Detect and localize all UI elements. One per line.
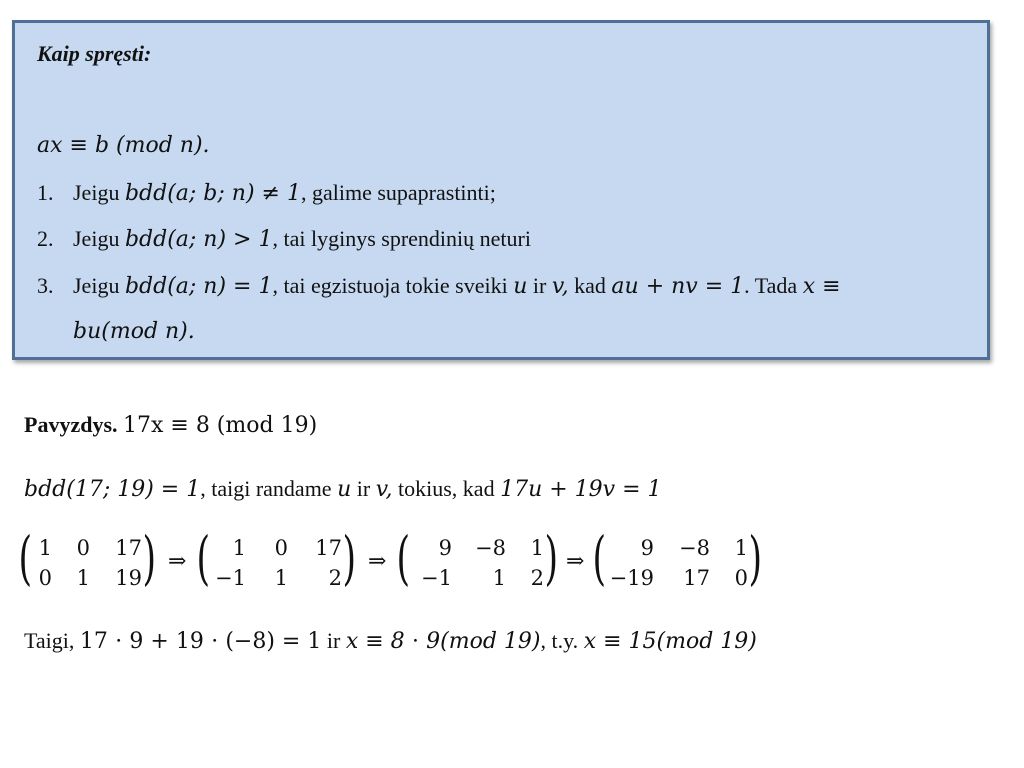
box-title: Kaip spręsti: bbox=[37, 41, 152, 66]
matrix-sequence bbox=[18, 524, 780, 596]
item-2-math: bdd(a; n) > 1 bbox=[124, 227, 273, 252]
arrow-3: ⇒ bbox=[566, 549, 585, 574]
matrix-cell: 9 bbox=[438, 536, 452, 560]
arrow-1: ⇒ bbox=[168, 549, 187, 574]
item-number-3: 3. bbox=[37, 273, 54, 298]
matrix-cell: −1 bbox=[421, 566, 452, 590]
item-number-1: 1. bbox=[37, 180, 54, 205]
method-box bbox=[12, 20, 990, 360]
item-1 bbox=[73, 180, 496, 206]
gcd-line bbox=[24, 476, 662, 502]
matrix-cell: −8 bbox=[475, 536, 506, 560]
gcd-tokius: tokius, kad bbox=[392, 476, 501, 501]
matrix-cell: 17 bbox=[683, 566, 710, 590]
matrix-2: ( 1 0 17 −1 1 2 ) bbox=[196, 524, 357, 592]
matrix-cell: 1 bbox=[38, 536, 52, 560]
gcd-linear: 17u + 19v = 1 bbox=[500, 477, 662, 502]
item-1-text: Jeigu bbox=[73, 180, 125, 205]
matrix-4: ( 9 −8 1 −19 17 0 ) bbox=[592, 524, 763, 592]
conclusion-text-1: Taigi, bbox=[24, 628, 80, 653]
conclusion-math-3: x ≡ 15(mod 19) bbox=[583, 629, 757, 654]
item-2-text-b: , tai lyginys sprendinių neturi bbox=[272, 226, 531, 251]
matrix-cell: 1 bbox=[530, 536, 544, 560]
example-line bbox=[24, 412, 317, 438]
item-2-text: Jeigu bbox=[73, 226, 125, 251]
matrix-cell: 2 bbox=[328, 566, 342, 590]
matrix-cell: −8 bbox=[679, 536, 710, 560]
item-3-math-eq: au + nv = 1 bbox=[611, 274, 745, 299]
conclusion-line bbox=[24, 628, 757, 654]
matrix-3: ( 9 −8 1 −1 1 2 ) bbox=[396, 524, 559, 592]
gcd-u: u bbox=[337, 477, 352, 502]
arrow-2: ⇒ bbox=[368, 549, 387, 574]
matrix-cell: 1 bbox=[232, 536, 246, 560]
matrix-1: ( 1 0 17 0 1 19 ) bbox=[18, 524, 157, 592]
conclusion-math-2: x ≡ 8 ⋅ 9(mod 19) bbox=[345, 629, 541, 654]
matrix-cell: 1 bbox=[492, 566, 506, 590]
conclusion-text-3: , t.y. bbox=[540, 628, 584, 653]
gcd-text: , taigi randame bbox=[200, 476, 338, 501]
matrix-cell: 1 bbox=[76, 566, 90, 590]
item-1-text-b: , galime supaprastinti; bbox=[300, 180, 496, 205]
item-3-text-tada: . Tada bbox=[744, 273, 803, 298]
matrix-cell: 1 bbox=[274, 566, 288, 590]
item-3-math: bdd(a; n) = 1 bbox=[124, 274, 273, 299]
matrix-cell: 17 bbox=[315, 536, 342, 560]
gcd-math: bdd(17; 19) = 1 bbox=[24, 477, 201, 502]
matrix-cell: 0 bbox=[734, 566, 748, 590]
item-3-math-x: x ≡ bbox=[802, 274, 841, 299]
item-2 bbox=[73, 226, 531, 252]
matrix-cell: 0 bbox=[38, 566, 52, 590]
item-3-text-kad: kad bbox=[568, 273, 612, 298]
item-3 bbox=[73, 273, 841, 299]
conclusion-math-1: 17 ⋅ 9 + 19 ⋅ (−8) = 1 bbox=[79, 629, 322, 654]
item-3-text: Jeigu bbox=[73, 273, 125, 298]
item-3-math-v: v, bbox=[551, 274, 569, 299]
matrix-cell: −19 bbox=[609, 566, 654, 590]
matrix-cell: 2 bbox=[530, 566, 544, 590]
item-1-math: bdd(a; b; n) ≠ 1 bbox=[124, 181, 301, 206]
item-3-math-u: u bbox=[513, 274, 528, 299]
gcd-v: v, bbox=[375, 477, 393, 502]
gcd-ir: ir bbox=[351, 476, 376, 501]
matrix-cell: 9 bbox=[640, 536, 654, 560]
conclusion-text-2: ir bbox=[321, 628, 346, 653]
example-label: Pavyzdys. bbox=[24, 412, 118, 437]
item-3-text-b: , tai egzistuoja tokie sveiki bbox=[272, 273, 514, 298]
item-number-2: 2. bbox=[37, 226, 54, 251]
matrix-cell: 17 bbox=[115, 536, 142, 560]
matrix-cell: 19 bbox=[115, 566, 142, 590]
matrix-cell: 0 bbox=[76, 536, 90, 560]
matrix-cell: 1 bbox=[734, 536, 748, 560]
matrix-cell: −1 bbox=[215, 566, 246, 590]
item-3-continuation: bu(mod n). bbox=[73, 319, 195, 344]
example-equation: 17x ≡ 8 (mod 19) bbox=[123, 413, 318, 438]
congruence-formula: ax ≡ b (mod n). bbox=[37, 133, 210, 158]
item-3-text-ir: ir bbox=[527, 273, 552, 298]
matrix-cell: 0 bbox=[274, 536, 288, 560]
